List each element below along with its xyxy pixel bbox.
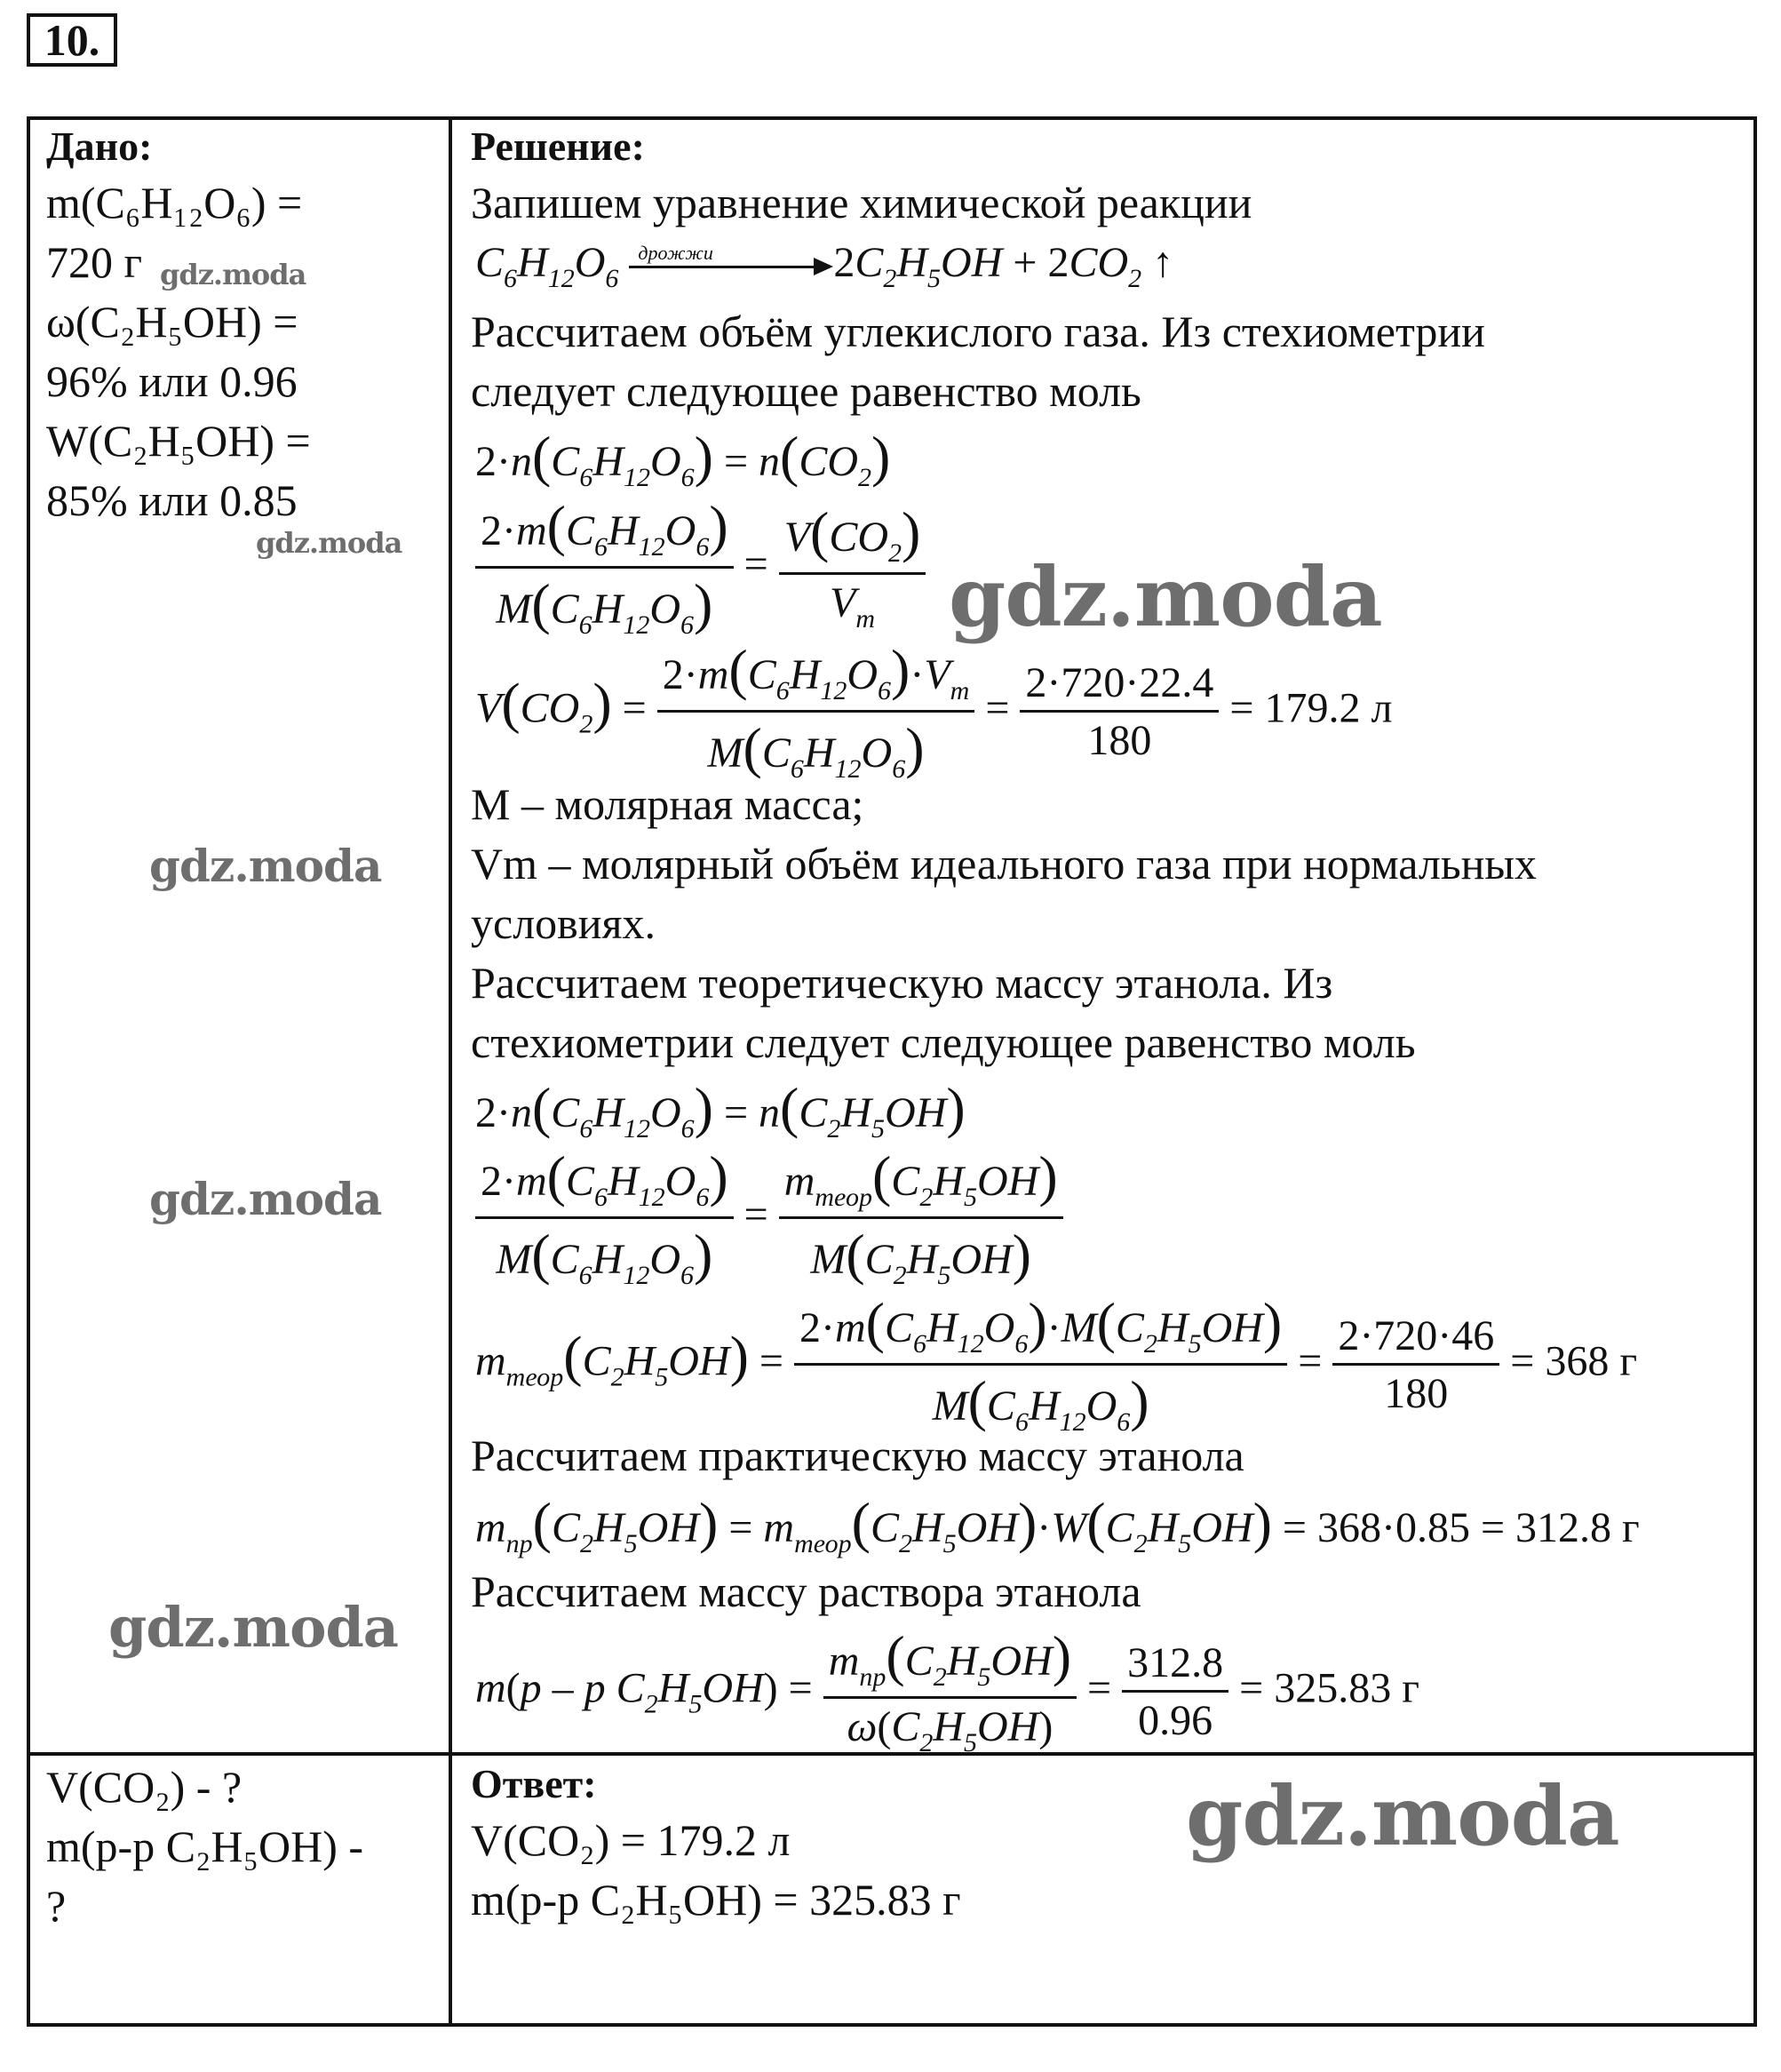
watermark: gdz.moda [949,549,1382,645]
reaction-arrow [629,241,833,275]
given-line-3: ω(C₂H₅OH) = [46,297,298,347]
definition-conditions: условиях. [471,898,656,948]
v-numerator: 2·720·22.4 [1020,662,1219,713]
answer-line-1: V(CO₂) = 179.2 л [471,1815,791,1865]
solution-text-ethanol-2: стехиометрии следует следующее равенство моль [471,1017,1416,1067]
formula-fraction-co2: $\frac{2\cdot m(C_6H_{12}O_6)}{M(C_6H_{12}O_6)}$ = $\frac{V(CO_2)}{V_m}$ [475,498,926,639]
v-result: = 179.2 л [1229,684,1393,732]
given-cell [46,120,311,530]
definition-molar-volume: Vm – молярный объём идеального газа при нормальных [471,839,1538,889]
v-denominator: 180 [1087,717,1152,764]
formula-fraction-ethanol: $\frac{2\cdot m(C_6H_{12}O_6)}{M(C_6H_{12}O_6)}$ = $\frac{m_{теор}(C_2H_5OH)}{M(C_2H_5OH)}$ [475,1148,1063,1289]
answer-header: Ответ: [471,1761,597,1806]
solution-text-co2-2: следует следующее равенство моль [471,366,1141,416]
pr-result: = 368·0.85 = 312.8 г [1282,1504,1640,1551]
given-line-6: 85% или 0.85 [46,475,298,525]
solution-intro: Запишем уравнение химической реакции [471,178,1252,227]
sol-result: = 325.83 г [1239,1664,1419,1712]
solution-text-ethanol-1: Рассчитаем теоретическую массу этанола. Из [471,958,1333,1008]
formula-solution-mass: m(p – p $C_2H_5OH$) = $\frac{m_{пр}(C_2H_5OH)}{\omega(C_2H_5OH)}$ = $\frac{312.8}{0.96}$ = 325.83 г [475,1624,1419,1757]
definition-molar-mass: M – молярная масса; [471,779,864,829]
solution-text-co2-1: Рассчитаем объём углекислого газа. Из стехиометрии [471,307,1485,356]
answer-line-2: m(р-р C₂H₅OH) = 325.83 г [471,1875,961,1925]
catalyst-label: дрожжи [638,241,713,264]
solution-header: Решение: [471,124,645,169]
watermark: gdz.moda [108,1595,398,1660]
m-numerator: 2·720·46 [1332,1315,1499,1366]
sol-numerator: 312.8 [1122,1642,1228,1693]
find-line-1: V(CO₂) - ? [46,1762,243,1812]
watermark: gdz.moda [149,1173,382,1225]
formula-theoretical-mass: $m_{теор}(C_2H_5OH)$ = $\frac{2\cdot m(C_6H_{12}O_6)\cdot M(C_2H_5OH)}{M(C_6H_{12}O_6)}$ = $\frac{2\cdot 720\cdot 46}{180}$ = 368 г [475,1291,1638,1437]
formula-volume-co2: $V(CO_2)$ = $\frac{2\cdot m(C_6H_{12}O_6)\cdot V_m}{M(C_6H_{12}O_6)}$ = $\frac{2\cdot 720\cdot 22.4}{180}$ = 179.2 л [475,638,1393,784]
given-line-2: 720 г [46,237,143,287]
given-line-5: W(C₂H₅OH) = [46,416,311,466]
given-line-1: m(C₆H₁₂O₆) = [46,178,303,227]
find-line-2: m(р-р C₂H₅OH) - [46,1821,364,1871]
given-line-4: 96% или 0.96 [46,356,298,406]
formula-mole-ratio-ethanol: $2\cdot n(C_6H_{12}O_6) = n(C_2H_5OH)$ [475,1076,966,1144]
watermark: gdz.moda [149,840,382,892]
formula-practical-mass: $m_{пр}(C_2H_5OH) = m_{теор}(C_2H_5OH)\cdot W(C_2H_5OH) = 368\cdot 0.85 = 312.8$ г [475,1491,1640,1558]
answer-cell [471,1757,961,1930]
formula-mole-ratio-co2: $2\cdot n(C_6H_{12}O_6) = n(CO_2)$ [475,425,891,492]
watermark: gdz.moda [1186,1768,1619,1864]
task-number: 10. [27,13,117,67]
sol-denominator: 0.96 [1138,1697,1213,1744]
solution-text-solution-mass: Рассчитаем массу раствора этанола [471,1566,1141,1616]
find-line-3: ? [46,1881,67,1931]
m-denominator: 180 [1384,1370,1449,1417]
find-cell [46,1757,363,1936]
watermark: gdz.moda [160,258,306,291]
watermark: gdz.moda [256,526,402,560]
given-header: Дано: [46,124,153,169]
reaction-equation: $C_6H_{12}O_6$ дрожжи $2C_2H_5OH + 2CO_2$ ↑ [475,239,1174,293]
column-divider [449,116,452,2027]
solution-text-practical: Рассчитаем практическую массу этанола [471,1430,1244,1480]
m-result: = 368 г [1510,1337,1638,1385]
